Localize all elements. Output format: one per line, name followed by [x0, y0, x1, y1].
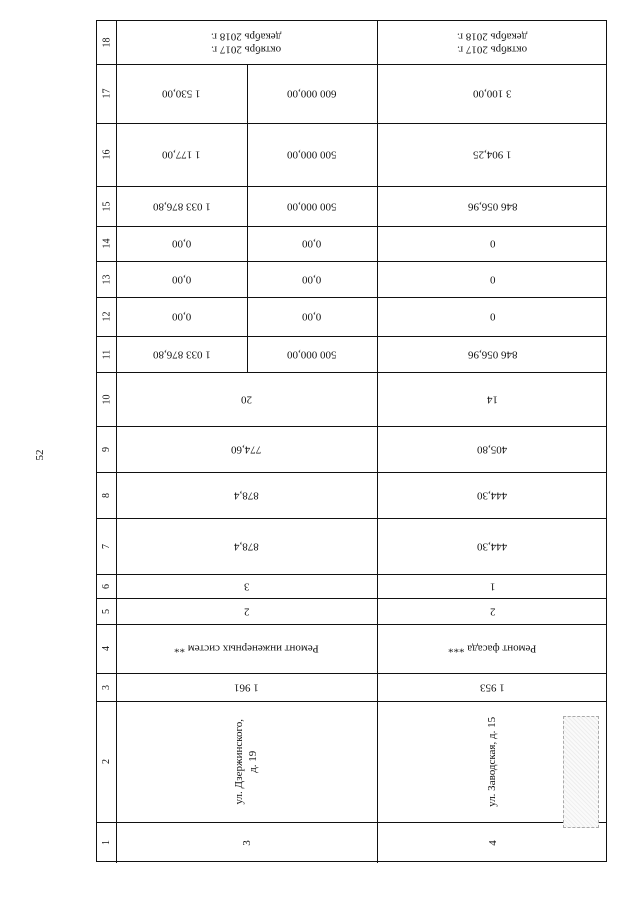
row3-c15a: 1 033 876,80 — [152, 200, 211, 213]
row4-c9: 405,80 — [477, 443, 508, 456]
row3-c16b: 500 000,00 — [287, 148, 337, 161]
col-number-4: 4 — [101, 646, 112, 651]
row3-c17b: 600 000,00 — [287, 87, 337, 100]
col-number-8: 8 — [101, 492, 112, 498]
row4-period: октябрь 2017 г. декабрь 2018 г. — [457, 30, 528, 56]
row4-c12: 0 — [489, 310, 496, 323]
row3-c12a: 0,00 — [171, 310, 192, 323]
row3-year: 1 961 — [234, 681, 259, 694]
row3-c8: 878,4 — [234, 489, 259, 502]
col-number-18: 18 — [101, 37, 112, 48]
row3-c12b: 0,00 — [302, 310, 322, 323]
row4-c13: 0 — [489, 273, 496, 286]
row4-work: Ремонт фасада *** — [448, 642, 537, 655]
col-number-2: 2 — [101, 759, 112, 764]
row3-c14a: 0,00 — [171, 237, 192, 250]
row4-address: ул. Заводская, д. 15 — [485, 716, 498, 807]
col-number-3: 3 — [101, 684, 112, 690]
row3-c5: 2 — [243, 605, 250, 618]
row3-number: 3 — [240, 839, 253, 846]
row4-c11: 846 056,96 — [467, 348, 518, 361]
row3-c7: 878,4 — [234, 540, 259, 553]
col-number-13: 13 — [101, 274, 112, 284]
col-number-17: 17 — [101, 88, 112, 99]
col-number-7: 7 — [101, 543, 112, 549]
row4-c14: 0 — [489, 237, 496, 250]
col-number-11: 11 — [100, 349, 112, 359]
col-number-1: 1 — [101, 840, 112, 845]
row4-c8: 444,30 — [477, 489, 508, 502]
row3-c13b: 0,00 — [302, 273, 322, 286]
row3-c9: 774,60 — [231, 443, 262, 456]
row4-year: 1 953 — [480, 681, 505, 694]
row3-c16a: 1 177,00 — [162, 148, 201, 161]
col-number-10: 10 — [101, 394, 112, 404]
row4-c15: 846 056,96 — [467, 200, 518, 213]
col-number-14: 14 — [101, 238, 112, 249]
col-number-5: 5 — [101, 608, 112, 614]
data-table — [96, 20, 607, 862]
row4-c5: 2 — [489, 605, 496, 618]
row3-c14b: 0,00 — [302, 237, 322, 250]
row3-address: ул. Дзержинского, д. 19 — [232, 718, 259, 805]
row4-number: 4 — [486, 839, 499, 846]
page-number: 52 — [34, 449, 46, 461]
row3-c13a: 0,00 — [171, 273, 192, 286]
row3-c10: 20 — [241, 393, 252, 406]
row4-c16: 1 904,25 — [473, 148, 512, 161]
scan-stamp-image — [563, 716, 599, 828]
col-number-12: 12 — [101, 311, 112, 322]
row3-work: Ремонт инженерных систем ** — [174, 642, 319, 655]
row3-c11a: 1 033 876,80 — [152, 348, 211, 361]
row4-c17: 3 100,00 — [473, 87, 512, 100]
row3-c6: 3 — [243, 580, 250, 593]
col-number-9: 9 — [101, 446, 112, 452]
row4-c7: 444,30 — [477, 540, 508, 553]
row4-c6: 1 — [489, 580, 496, 593]
col-number-6: 6 — [101, 583, 112, 589]
col-number-15: 15 — [101, 201, 112, 211]
row3-c11b: 500 000,00 — [287, 348, 337, 361]
row4-c10: 14 — [487, 393, 498, 406]
row3-period: октябрь 2017 г. декабрь 2018 г. — [211, 30, 282, 56]
row3-c15b: 500 000,00 — [287, 200, 337, 213]
col-number-16: 16 — [101, 149, 112, 160]
row3-c17a: 1 530,00 — [162, 87, 201, 100]
